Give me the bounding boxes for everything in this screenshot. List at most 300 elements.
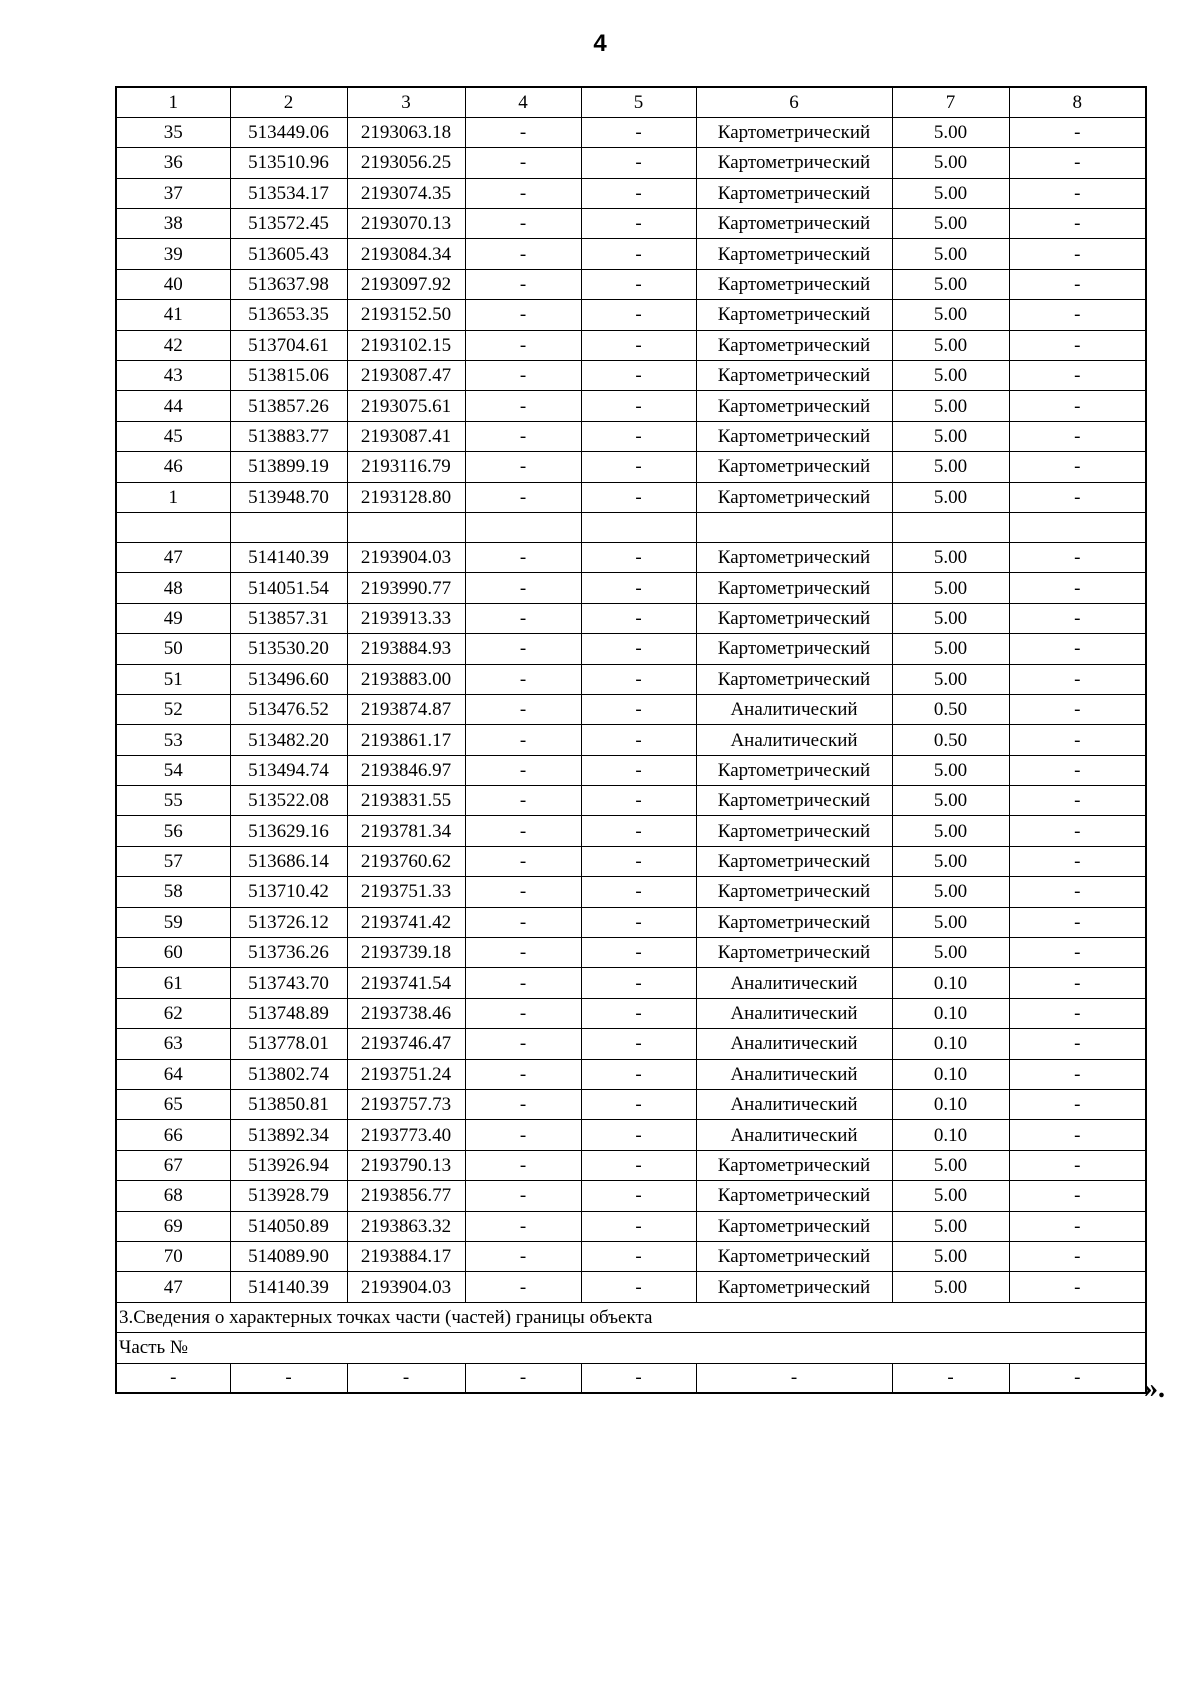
table-cell: 47 <box>116 1272 230 1302</box>
table-cell: - <box>465 1181 581 1211</box>
table-cell: - <box>581 148 696 178</box>
table-row <box>116 542 1146 572</box>
table-cell: 2193084.34 <box>347 239 465 269</box>
table-cell: 2193746.47 <box>347 1029 465 1059</box>
table-cell: - <box>465 1090 581 1120</box>
table-cell: 2193990.77 <box>347 573 465 603</box>
table-cell: - <box>465 148 581 178</box>
table-row <box>116 907 1146 937</box>
table-cell: 64 <box>116 1059 230 1089</box>
table-cell: - <box>1009 361 1146 391</box>
table-cell: 2193757.73 <box>347 1090 465 1120</box>
table-cell: 513778.01 <box>230 1029 347 1059</box>
table-row <box>116 482 1146 512</box>
table-cell: 2193074.35 <box>347 178 465 208</box>
table-cell: - <box>1009 391 1146 421</box>
table-cell: - <box>1009 421 1146 451</box>
table-cell: 2193116.79 <box>347 452 465 482</box>
table-cell: Картометрический <box>696 452 892 482</box>
table-cell: 2193087.41 <box>347 421 465 451</box>
table-cell: 513476.52 <box>230 694 347 724</box>
table-cell: 1 <box>116 482 230 512</box>
table-cell: - <box>581 573 696 603</box>
table-cell: 1 <box>116 87 230 117</box>
table-cell: - <box>1009 239 1146 269</box>
table-cell: - <box>581 421 696 451</box>
table-cell: 2193904.03 <box>347 542 465 572</box>
table-cell: 2193056.25 <box>347 148 465 178</box>
table-cell: 5.00 <box>892 482 1009 512</box>
table-cell: 513605.43 <box>230 239 347 269</box>
table-cell: Картометрический <box>696 148 892 178</box>
table-cell: - <box>1009 1090 1146 1120</box>
table-cell: - <box>1009 482 1146 512</box>
table-cell: - <box>465 1211 581 1241</box>
table-cell: - <box>581 391 696 421</box>
table-cell: Аналитический <box>696 1059 892 1089</box>
table-cell: 0.10 <box>892 1029 1009 1059</box>
table-cell: - <box>465 998 581 1028</box>
table-cell: 69 <box>116 1211 230 1241</box>
table-cell: 37 <box>116 178 230 208</box>
table-cell: Картометрический <box>696 1272 892 1302</box>
table-cell: 513534.17 <box>230 178 347 208</box>
table-cell: 513899.19 <box>230 452 347 482</box>
table-cell: 70 <box>116 1241 230 1271</box>
table-cell: - <box>581 664 696 694</box>
table-cell: - <box>465 391 581 421</box>
section-title-row-text: 3.Сведения о характерных точках части (частей) границы объекта <box>116 1302 1146 1332</box>
table-row <box>116 1272 1146 1302</box>
table-cell: - <box>581 178 696 208</box>
table-cell: 0.50 <box>892 694 1009 724</box>
table-cell: 66 <box>116 1120 230 1150</box>
table-row <box>116 209 1146 239</box>
table-cell: 513522.08 <box>230 786 347 816</box>
table-cell: - <box>465 1241 581 1271</box>
table-cell: - <box>1009 330 1146 360</box>
table-cell: Картометрический <box>696 786 892 816</box>
table-cell: Аналитический <box>696 968 892 998</box>
table-cell: 2193741.42 <box>347 907 465 937</box>
table-cell: - <box>1009 938 1146 968</box>
table-cell: - <box>465 968 581 998</box>
table-cell: 2193070.13 <box>347 209 465 239</box>
table-cell: - <box>1009 542 1146 572</box>
table-cell: 2193790.13 <box>347 1150 465 1180</box>
table-cell: Картометрический <box>696 239 892 269</box>
table-cell: - <box>465 786 581 816</box>
table-cell: 2193075.61 <box>347 391 465 421</box>
table-cell: Картометрический <box>696 816 892 846</box>
table-cell: 46 <box>116 452 230 482</box>
table-row <box>116 694 1146 724</box>
table-cell: Аналитический <box>696 725 892 755</box>
table-cell: 5.00 <box>892 330 1009 360</box>
table-cell: 52 <box>116 694 230 724</box>
table-cell: 8 <box>1009 87 1146 117</box>
table-cell: - <box>465 1150 581 1180</box>
table-cell: 5.00 <box>892 1241 1009 1271</box>
table-row <box>116 148 1146 178</box>
table-cell: - <box>1009 452 1146 482</box>
table-cell: - <box>1009 907 1146 937</box>
table-cell: - <box>581 330 696 360</box>
table-cell: 5.00 <box>892 239 1009 269</box>
table-cell: 59 <box>116 907 230 937</box>
table-cell: - <box>1009 1029 1146 1059</box>
table-cell: 5.00 <box>892 269 1009 299</box>
part-label-row-text: Часть № <box>116 1333 1146 1363</box>
table-row <box>116 361 1146 391</box>
table-cell: - <box>581 542 696 572</box>
table-cell: Картометрический <box>696 391 892 421</box>
page-number: 4 <box>593 30 607 57</box>
table-cell: 513482.20 <box>230 725 347 755</box>
table-cell: 2193883.00 <box>347 664 465 694</box>
table-cell: Картометрический <box>696 361 892 391</box>
table-cell: - <box>1009 846 1146 876</box>
table-cell: - <box>1009 209 1146 239</box>
table-cell: Картометрический <box>696 542 892 572</box>
table-cell: 5.00 <box>892 603 1009 633</box>
table-cell: 2193751.33 <box>347 877 465 907</box>
table-cell: - <box>465 209 581 239</box>
table-cell: 68 <box>116 1181 230 1211</box>
table-row <box>116 846 1146 876</box>
table-cell: 4 <box>465 87 581 117</box>
table-cell: Картометрический <box>696 1181 892 1211</box>
table-cell: 42 <box>116 330 230 360</box>
table-cell: Картометрический <box>696 421 892 451</box>
table-cell: 5.00 <box>892 664 1009 694</box>
table-cell: - <box>1009 148 1146 178</box>
table-cell: 67 <box>116 1150 230 1180</box>
table-cell: 47 <box>116 542 230 572</box>
table-cell: 60 <box>116 938 230 968</box>
table-cell: 513449.06 <box>230 117 347 147</box>
table-cell: - <box>1009 1059 1146 1089</box>
table-cell: 0.50 <box>892 725 1009 755</box>
table-cell: 54 <box>116 755 230 785</box>
table-cell <box>892 512 1009 542</box>
table-cell: 35 <box>116 117 230 147</box>
table-cell: Картометрический <box>696 877 892 907</box>
table-row <box>116 421 1146 451</box>
table-cell: - <box>465 421 581 451</box>
table-cell: - <box>1009 694 1146 724</box>
table-cell: Картометрический <box>696 1241 892 1271</box>
closing-quote-mark: ». <box>1144 1373 1165 1404</box>
table-cell: - <box>1009 300 1146 330</box>
table-cell: - <box>465 694 581 724</box>
table-cell: Картометрический <box>696 482 892 512</box>
table-cell: 513710.42 <box>230 877 347 907</box>
table-cell: 2193128.80 <box>347 482 465 512</box>
table-cell: 5.00 <box>892 755 1009 785</box>
table-cell: 61 <box>116 968 230 998</box>
table-cell: - <box>465 725 581 755</box>
table-cell: - <box>581 938 696 968</box>
table-cell: - <box>1009 634 1146 664</box>
table-cell: 513572.45 <box>230 209 347 239</box>
table-cell: 2193097.92 <box>347 269 465 299</box>
table-cell: 0.10 <box>892 998 1009 1028</box>
table-row <box>116 938 1146 968</box>
table-row <box>116 1120 1146 1150</box>
table-row <box>116 755 1146 785</box>
table-row <box>116 1181 1146 1211</box>
table-cell: 513637.98 <box>230 269 347 299</box>
table-cell: 5.00 <box>892 117 1009 147</box>
table-cell: Картометрический <box>696 907 892 937</box>
table-cell: Картометрический <box>696 573 892 603</box>
table-cell: 62 <box>116 998 230 1028</box>
table-cell: - <box>581 846 696 876</box>
table-cell: - <box>1009 1211 1146 1241</box>
table-row <box>116 1029 1146 1059</box>
table-cell: 0.10 <box>892 1120 1009 1150</box>
table-cell: - <box>465 330 581 360</box>
table-cell: 513802.74 <box>230 1059 347 1089</box>
table-cell: - <box>581 1029 696 1059</box>
table-cell: 5.00 <box>892 300 1009 330</box>
table-cell: 513857.26 <box>230 391 347 421</box>
table-cell: Аналитический <box>696 1120 892 1150</box>
table-row <box>116 1150 1146 1180</box>
table-cell: - <box>581 786 696 816</box>
table-cell: 2193913.33 <box>347 603 465 633</box>
table-cell: - <box>1009 178 1146 208</box>
table-cell: 3 <box>347 87 465 117</box>
table-cell: 5 <box>581 87 696 117</box>
table-cell: - <box>465 664 581 694</box>
table-cell: - <box>581 482 696 512</box>
table-cell: 38 <box>116 209 230 239</box>
table-cell: 513704.61 <box>230 330 347 360</box>
table-cell: 5.00 <box>892 178 1009 208</box>
table-cell: 2193741.54 <box>347 968 465 998</box>
table-cell: 513928.79 <box>230 1181 347 1211</box>
table-cell: Картометрический <box>696 269 892 299</box>
table-cell: - <box>347 1363 465 1393</box>
table-cell: 5.00 <box>892 391 1009 421</box>
table-cell: 513494.74 <box>230 755 347 785</box>
table-cell: - <box>465 634 581 664</box>
table-cell: 2193063.18 <box>347 117 465 147</box>
table-cell: - <box>581 209 696 239</box>
table-cell: - <box>1009 877 1146 907</box>
table-cell: - <box>581 998 696 1028</box>
table-cell: - <box>465 1059 581 1089</box>
table-cell: 513510.96 <box>230 148 347 178</box>
table-cell: - <box>116 1363 230 1393</box>
table-cell: - <box>1009 573 1146 603</box>
table-row <box>116 330 1146 360</box>
table-cell <box>581 512 696 542</box>
table-cell: 49 <box>116 603 230 633</box>
table-cell: - <box>465 178 581 208</box>
table-cell: - <box>581 361 696 391</box>
table-cell: 6 <box>696 87 892 117</box>
table-cell: - <box>465 907 581 937</box>
table-cell <box>465 512 581 542</box>
table-cell: - <box>581 694 696 724</box>
table-cell: 5.00 <box>892 452 1009 482</box>
table-cell: 5.00 <box>892 816 1009 846</box>
table-cell: - <box>465 482 581 512</box>
table-cell: - <box>581 755 696 785</box>
table-row <box>116 239 1146 269</box>
table-cell: Картометрический <box>696 300 892 330</box>
table-cell: - <box>1009 816 1146 846</box>
table-cell: 513926.94 <box>230 1150 347 1180</box>
table-cell: - <box>465 117 581 147</box>
table-row <box>116 1059 1146 1089</box>
table-cell: 5.00 <box>892 209 1009 239</box>
table-cell: Картометрический <box>696 755 892 785</box>
table-cell: Картометрический <box>696 664 892 694</box>
table-cell: Картометрический <box>696 117 892 147</box>
table-cell: 5.00 <box>892 361 1009 391</box>
table-row <box>116 573 1146 603</box>
table-cell <box>230 512 347 542</box>
table-row <box>116 178 1146 208</box>
table-cell: 40 <box>116 269 230 299</box>
table-cell: - <box>465 361 581 391</box>
section-title-row <box>116 1302 1146 1332</box>
table-cell: 513948.70 <box>230 482 347 512</box>
table-cell: 513892.34 <box>230 1120 347 1150</box>
table-cell: 2193738.46 <box>347 998 465 1028</box>
table-cell: 63 <box>116 1029 230 1059</box>
table-cell: 2193884.93 <box>347 634 465 664</box>
table-cell: 2193874.87 <box>347 694 465 724</box>
table-cell: Картометрический <box>696 846 892 876</box>
table-row <box>116 117 1146 147</box>
table-cell: 5.00 <box>892 1272 1009 1302</box>
table-cell: - <box>1009 269 1146 299</box>
table-cell: - <box>1009 755 1146 785</box>
table-cell: 2193102.15 <box>347 330 465 360</box>
table-cell: 5.00 <box>892 148 1009 178</box>
table-cell: 513726.12 <box>230 907 347 937</box>
table-cell: 2193856.77 <box>347 1181 465 1211</box>
table-cell <box>696 512 892 542</box>
table-cell: 5.00 <box>892 786 1009 816</box>
table-row <box>116 300 1146 330</box>
table-cell: - <box>581 1059 696 1089</box>
table-cell: 45 <box>116 421 230 451</box>
table-cell: 514140.39 <box>230 1272 347 1302</box>
table-cell: 5.00 <box>892 573 1009 603</box>
table-cell: 0.10 <box>892 1090 1009 1120</box>
table-cell: 2193861.17 <box>347 725 465 755</box>
table-cell: - <box>581 968 696 998</box>
table-cell: Картометрический <box>696 1150 892 1180</box>
table-cell: - <box>581 1272 696 1302</box>
table-cell: Аналитический <box>696 694 892 724</box>
table-row <box>116 725 1146 755</box>
table-cell: - <box>230 1363 347 1393</box>
table-cell: - <box>465 452 581 482</box>
table-cell: 2193781.34 <box>347 816 465 846</box>
table-body <box>116 87 1146 1393</box>
table-cell: - <box>581 1363 696 1393</box>
coordinates-table <box>115 86 1147 1394</box>
table-cell: - <box>465 542 581 572</box>
table-cell: 55 <box>116 786 230 816</box>
table-cell: - <box>465 1120 581 1150</box>
table-cell: Картометрический <box>696 209 892 239</box>
table-cell: 513496.60 <box>230 664 347 694</box>
table-cell: - <box>1009 603 1146 633</box>
table-cell: 57 <box>116 846 230 876</box>
table-cell: 7 <box>892 87 1009 117</box>
table-cell: 513850.81 <box>230 1090 347 1120</box>
table-cell: 2193751.24 <box>347 1059 465 1089</box>
table-cell: - <box>465 755 581 785</box>
table-cell: - <box>465 938 581 968</box>
table-cell: 513815.06 <box>230 361 347 391</box>
table-row <box>116 391 1146 421</box>
table-cell: - <box>581 1090 696 1120</box>
table-cell: 44 <box>116 391 230 421</box>
table-cell: - <box>465 1029 581 1059</box>
table-cell: 53 <box>116 725 230 755</box>
table-cell: 513629.16 <box>230 816 347 846</box>
table-cell: - <box>581 907 696 937</box>
table-cell: 513530.20 <box>230 634 347 664</box>
table-cell: - <box>1009 664 1146 694</box>
table-cell: 513686.14 <box>230 846 347 876</box>
table-cell: 5.00 <box>892 421 1009 451</box>
table-cell: - <box>465 846 581 876</box>
table-cell: - <box>1009 968 1146 998</box>
table-cell: - <box>1009 1363 1146 1393</box>
table-cell: - <box>465 1363 581 1393</box>
table-cell: 5.00 <box>892 938 1009 968</box>
table-cell: Картометрический <box>696 330 892 360</box>
table-cell: Картометрический <box>696 178 892 208</box>
table-row <box>116 1363 1146 1393</box>
table-cell: - <box>465 603 581 633</box>
table-spacer-row <box>116 512 1146 542</box>
table-cell: 2193863.32 <box>347 1211 465 1241</box>
table-cell: - <box>465 877 581 907</box>
table-cell: 2193884.17 <box>347 1241 465 1271</box>
table-row <box>116 968 1146 998</box>
table-header-row <box>116 87 1146 117</box>
table-cell: Аналитический <box>696 1029 892 1059</box>
table-cell: - <box>1009 786 1146 816</box>
table-cell: - <box>465 1272 581 1302</box>
table-row <box>116 634 1146 664</box>
table-cell: - <box>581 269 696 299</box>
table-cell: 51 <box>116 664 230 694</box>
table-cell: 5.00 <box>892 1211 1009 1241</box>
table-cell: 2193152.50 <box>347 300 465 330</box>
table-cell: 513883.77 <box>230 421 347 451</box>
table-cell: - <box>1009 1181 1146 1211</box>
table-row <box>116 1241 1146 1271</box>
table-cell: Картометрический <box>696 603 892 633</box>
table-cell: 514089.90 <box>230 1241 347 1271</box>
table-cell: 0.10 <box>892 1059 1009 1089</box>
table-cell: 65 <box>116 1090 230 1120</box>
table-cell: 2193831.55 <box>347 786 465 816</box>
table-cell: 514050.89 <box>230 1211 347 1241</box>
